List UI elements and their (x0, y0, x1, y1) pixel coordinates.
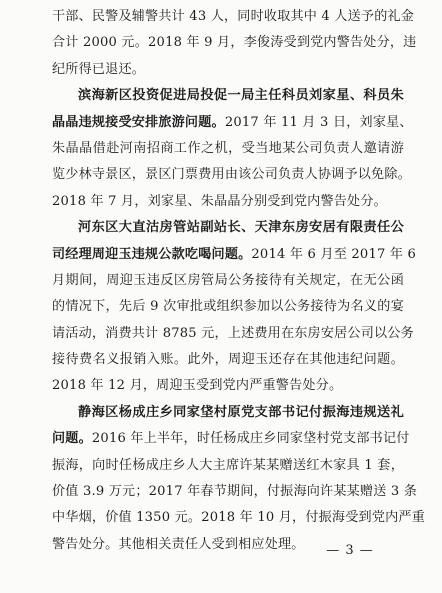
case-heading: 滨海新区投资促进局投促一局主任科员刘家星、科员朱 (78, 88, 404, 104)
body-line (52, 426, 410, 452)
body-line: 的情况下，先后 9 次审批或组织参加以公务接待为名义的宴 (52, 299, 404, 315)
case-heading-continued: 问题。 (52, 431, 92, 447)
body-text-inline: 2014 年 6 月至 2017 年 6 (251, 246, 417, 262)
body-line (52, 242, 417, 268)
page-number: — 3 — (326, 543, 374, 558)
body-text-inline: 2017 年 11 月 3 日，刘家星、 (224, 114, 413, 130)
body-line: 中华烟，价值 1350 元。2018 年 10 月，付振海受到党内严重 (52, 510, 425, 526)
body-text-inline: 2016 年上半年，时任杨成庄乡同家垡村党支部书记付 (91, 431, 410, 447)
body-line: 接待费名义报销入账。此外，周迎玉还存在其他违纪问题。 (52, 352, 404, 368)
body-line: 2018 年 12 月，周迎玉受到党内严重警告处分。 (52, 378, 343, 394)
body-line: 警告处分。其他相关责任人受到相应处理。 (52, 536, 305, 552)
case-heading: 河东区大直沽房管站副站长、天津东房安居有限责任公 (78, 220, 404, 236)
body-line: 价值 3.9 万元；2017 年春节期间，付振海向许某某赠送 3 条 (52, 484, 418, 500)
body-line: 月期间，周迎玉违反区房管局公务接待有关规定，在无公函 (52, 272, 404, 288)
case-heading: 静海区杨成庄乡同家垡村原党支部书记付振海违规送礼 (78, 404, 404, 420)
body-line (52, 110, 413, 136)
body-line: 请活动，消费共计 8785 元，上述费用在东房安居公司以公务 (52, 325, 414, 341)
document-body (52, 4, 425, 558)
body-line: 2018 年 7 月，刘家星、朱晶晶分别受到党内警告处分。 (52, 193, 387, 209)
body-line: 览少林寺景区，景区门票费用由该公司负责人协调予以免除。 (52, 167, 411, 183)
body-line: 干部、民警及辅警共计 43 人，同时收取其中 4 人送予的礼金 (52, 9, 415, 24)
body-line: 振海，向时任杨成庄乡人大主席许某某赠送红木家具 1 套， (52, 457, 404, 473)
case-heading-continued: 晶晶违规接受安排旅游问题。 (52, 114, 225, 130)
case-heading-continued: 司经理周迎玉违规公款吃喝问题。 (52, 246, 252, 262)
body-line: 合计 2000 元。2018 年 9 月，李俊涛受到党内警告处分，违 (52, 35, 417, 51)
body-line: 纪所得已退还。 (52, 61, 146, 77)
body-line: 朱晶晶借赴河南招商工作之机，受当地某公司负责人邀请游 (52, 140, 404, 156)
